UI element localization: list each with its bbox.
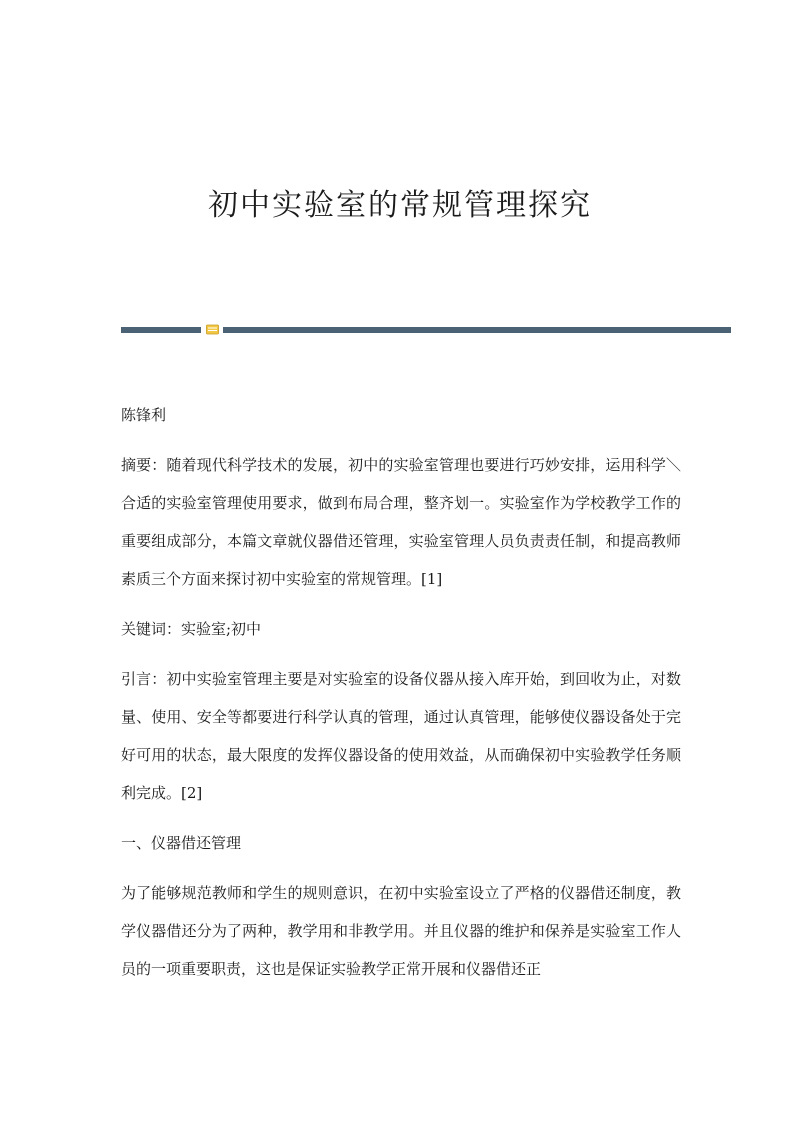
section-body-paragraph: 为了能够规范教师和学生的规则意识，在初中实验室设立了严格的仪器借还制度，教学仪器借还分为了两种，教学用和非教学用。并且仪器的维护和保养是实验室工作人员的一项重要职责，这也是保证实验教学正常开展和仪器借还正	[121, 884, 681, 978]
document-title: 初中实验室的常规管理探究	[208, 188, 592, 223]
book-emblem-icon	[206, 324, 219, 335]
document-body	[121, 396, 681, 988]
divider-bar-left	[121, 327, 201, 333]
divider-bar-right	[223, 327, 731, 333]
keywords-line: 关键词：实验室;初中	[121, 620, 262, 638]
title-divider	[121, 324, 731, 336]
author-name: 陈锋利	[121, 406, 167, 424]
intro-paragraph: 引言：初中实验室管理主要是对实验室的设备仪器从接入库开始，到回收为止，对数量、使用、安全等都要进行科学认真的管理，通过认真管理，能够使仪器设备处于完好可用的状态，最大限度的发挥仪器设备的使用效益，从而确保初中实验教学任务顺利完成。[2]	[121, 670, 681, 802]
abstract-paragraph: 摘要：随着现代科学技术的发展，初中的实验室管理也要进行巧妙安排，运用科学＼合适的实验室管理使用要求，做到布局合理，整齐划一。实验室作为学校教学工作的重要组成部分，本篇文章就仪器借还管理，实验室管理人员负责责任制，和提高教师素质三个方面来探讨初中实验室的常规管理。[1]	[121, 456, 681, 588]
section-heading: 一、仪器借还管理	[121, 834, 242, 852]
